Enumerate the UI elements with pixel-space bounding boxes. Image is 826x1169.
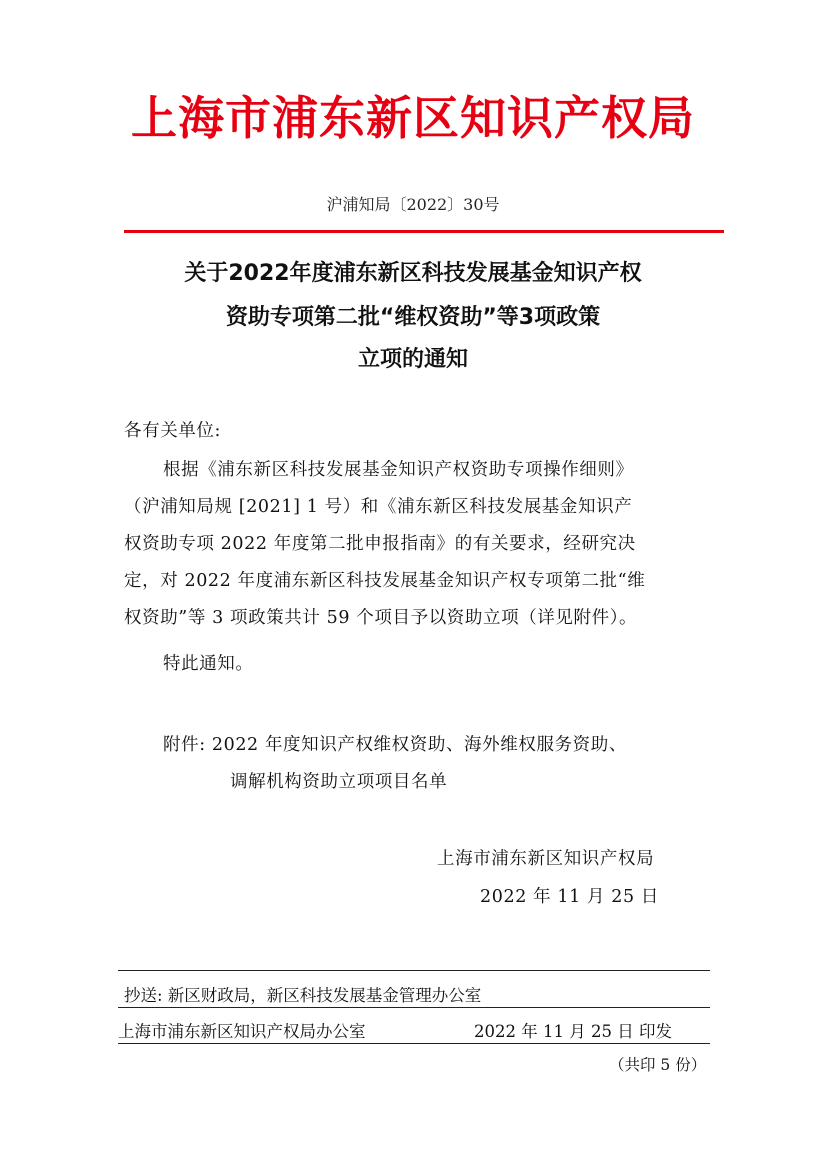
body-paragraph-line: （沪浦知局规 [2021] 1 号）和《浦东新区科技发展基金知识产	[124, 497, 633, 517]
cc-line: 抄送: 新区财政局，新区科技发展基金管理办公室	[124, 986, 482, 1005]
footer-divider-top	[118, 970, 710, 971]
closing-line: 特此通知。	[163, 654, 254, 674]
body-paragraph-line: 权资助专项 2022 年度第二批申报指南》的有关要求，经研究决	[124, 534, 636, 554]
attachment-line-1: 附件: 2022 年度知识产权维权资助、海外维权服务资助、	[163, 735, 627, 755]
signature-date: 2022 年 11 月 25 日	[480, 887, 659, 907]
document-number: 沪浦知局〔2022〕30号	[326, 195, 500, 214]
attachment-line-2: 调解机构资助立项项目名单	[230, 772, 448, 792]
red-divider	[124, 230, 724, 233]
footer-divider-bottom	[118, 1043, 710, 1044]
issue-date: 2022 年 11 月 25 日 印发	[474, 1022, 672, 1041]
issuing-office: 上海市浦东新区知识产权局办公室	[118, 1022, 366, 1041]
body-paragraph-line: 根据《浦东新区科技发展基金知识产权资助专项操作细则》	[163, 460, 634, 480]
body-paragraph-line: 权资助”等 3 项政策共计 59 个项目予以资助立项（详见附件）。	[124, 608, 638, 628]
body-paragraph-line: 定，对 2022 年度浦东新区科技发展基金知识产权专项第二批“维	[124, 571, 646, 591]
salutation: 各有关单位:	[124, 421, 221, 441]
footer-divider-middle	[118, 1007, 710, 1008]
copies-count: （共印 5 份）	[609, 1056, 707, 1074]
document-title-line-2: 资助专项第二批“维权资助”等3项政策	[225, 305, 601, 330]
agency-header: 上海市浦东新区知识产权局	[131, 91, 695, 145]
document-title-line-3: 立项的通知	[357, 347, 468, 372]
signature-org: 上海市浦东新区知识产权局	[437, 849, 655, 869]
document-title-line-1: 关于2022年度浦东新区科技发展基金知识产权	[184, 261, 642, 286]
